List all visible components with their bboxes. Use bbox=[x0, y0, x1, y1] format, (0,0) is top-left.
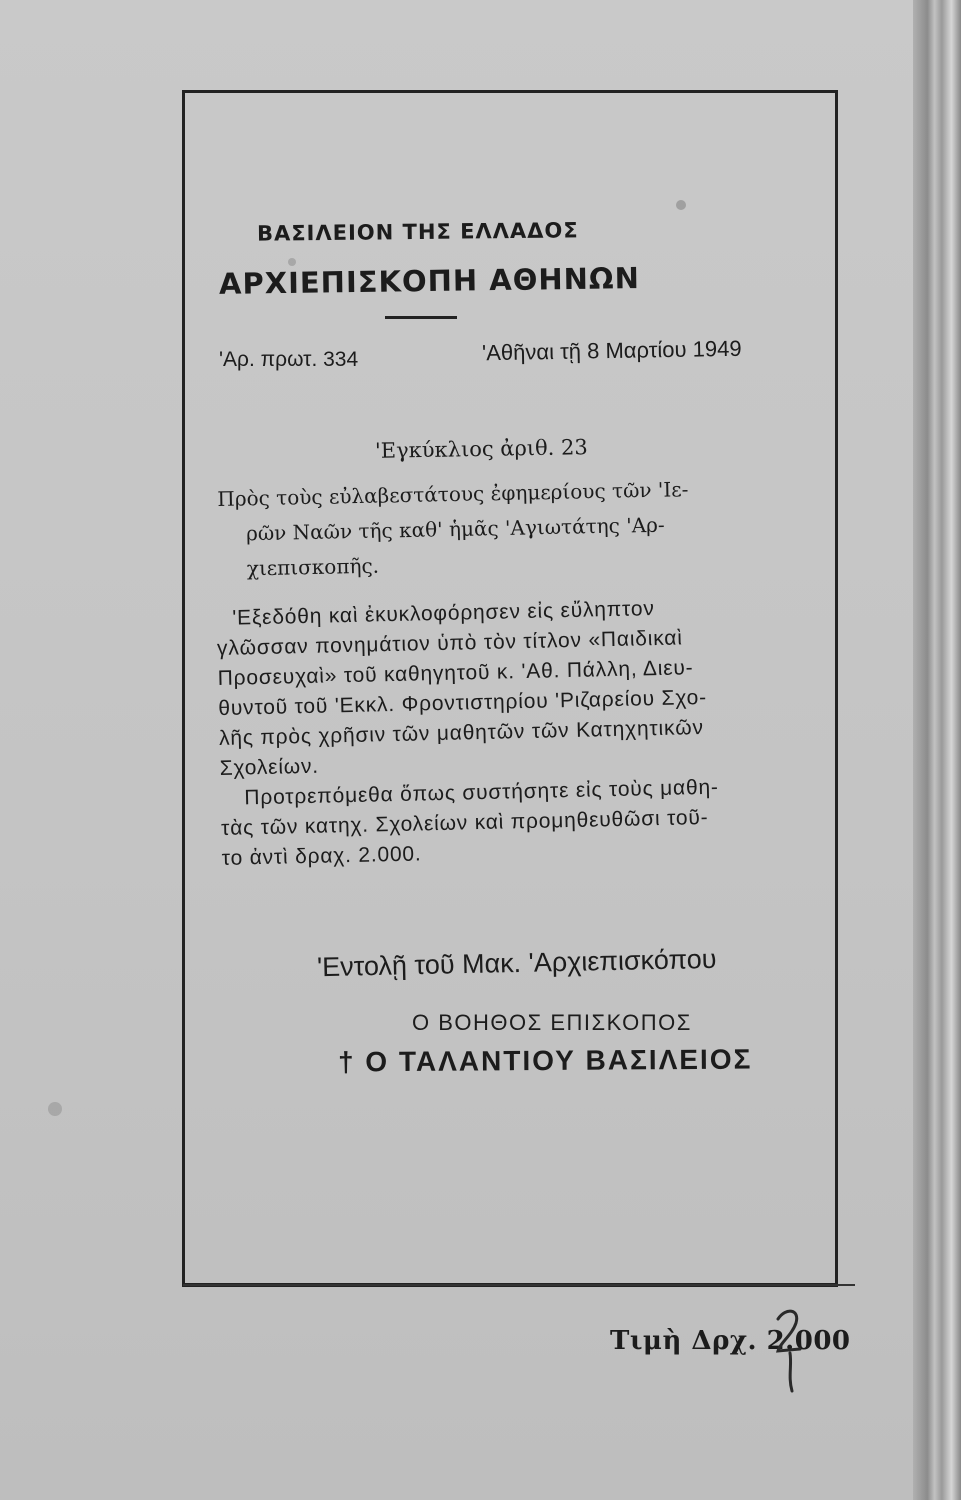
heading-divider bbox=[385, 316, 457, 319]
body-line: γλῶσσαν πονημάτιον ὑπὸ τὸν τίτλον «Παιδικαὶ bbox=[216, 626, 683, 660]
protocol-number: 'Αρ. πρωτ. 334 bbox=[219, 348, 359, 371]
addressee-line: χιεπισκοπῆς. bbox=[246, 553, 380, 581]
body-line: Προτρεπόμεθα ὅπως συστήσητε εἰς τοὺς μαθη- bbox=[244, 775, 719, 810]
signature-name: † Ο ΤΑΛΑΝΤΙΟΥ ΒΑΣΙΛΕΙΟΣ bbox=[337, 1043, 753, 1078]
body-line: 'Εξεδόθη καὶ ἐκυκλοφόρησεν εἰς εὔληπτον bbox=[232, 597, 655, 630]
signature-command: 'Εντολῇ τοῦ Μακ. 'Αρχιεπισκόπου bbox=[316, 943, 717, 983]
archdiocese-heading: ΑΡΧΙΕΠΙΣΚΟΠΗ ΑΘΗΝΩΝ bbox=[218, 261, 641, 301]
document-date: 'Αθῆναι τῇ 8 Μαρτίου 1949 bbox=[481, 335, 742, 366]
body-line: τὰς τῶν κατηχ. Σχολείων καὶ προμηθευθῶσι τοῦ- bbox=[220, 805, 709, 840]
kingdom-heading: ΒΑΣΙΛΕΙΟΝ ΤΗΣ ΕΛΛΑΔΟΣ bbox=[256, 218, 579, 246]
body-line: θυντοῦ τοῦ 'Εκκλ. Φροντιστηρίου 'Ριζαρείου Σχο- bbox=[218, 685, 708, 720]
body-line: Προσευχαὶ» τοῦ καθηγητοῦ κ. 'Αθ. Πάλλη, Διευ- bbox=[217, 656, 694, 690]
body-line: Σχολείων. bbox=[219, 754, 320, 780]
body-line: το ἀντὶ δραχ. 2.000. bbox=[221, 842, 422, 870]
signature-title: Ο ΒΟΗΘΟΣ ΕΠΙΣΚΟΠΟΣ bbox=[412, 1010, 692, 1035]
addressee-line: Πρὸς τοὺς εὐλαβεστάτους ἐφημερίους τῶν 'Ιε- bbox=[217, 477, 689, 511]
book-spine-edge bbox=[913, 0, 961, 1500]
body-line: λῆς πρὸς χρῆσιν τῶν μαθητῶν τῶν Κατηχητικῶν bbox=[218, 715, 705, 750]
notice-frame-bottom-rule bbox=[183, 1284, 855, 1286]
body-text bbox=[216, 593, 720, 874]
encyclical-number: 'Εγκύκλιος ἀριθ. 23 bbox=[374, 435, 588, 463]
price-label: Τιμὴ Δρχ. 2.000 bbox=[610, 1326, 851, 1356]
paper-stain bbox=[48, 1102, 62, 1116]
handwritten-price-correction bbox=[770, 1305, 810, 1395]
addressee-block bbox=[217, 472, 690, 587]
addressee-line: ρῶν Ναῶν τῆς καθ' ἡμᾶς 'Αγιωτάτης 'Αρ- bbox=[245, 512, 665, 546]
